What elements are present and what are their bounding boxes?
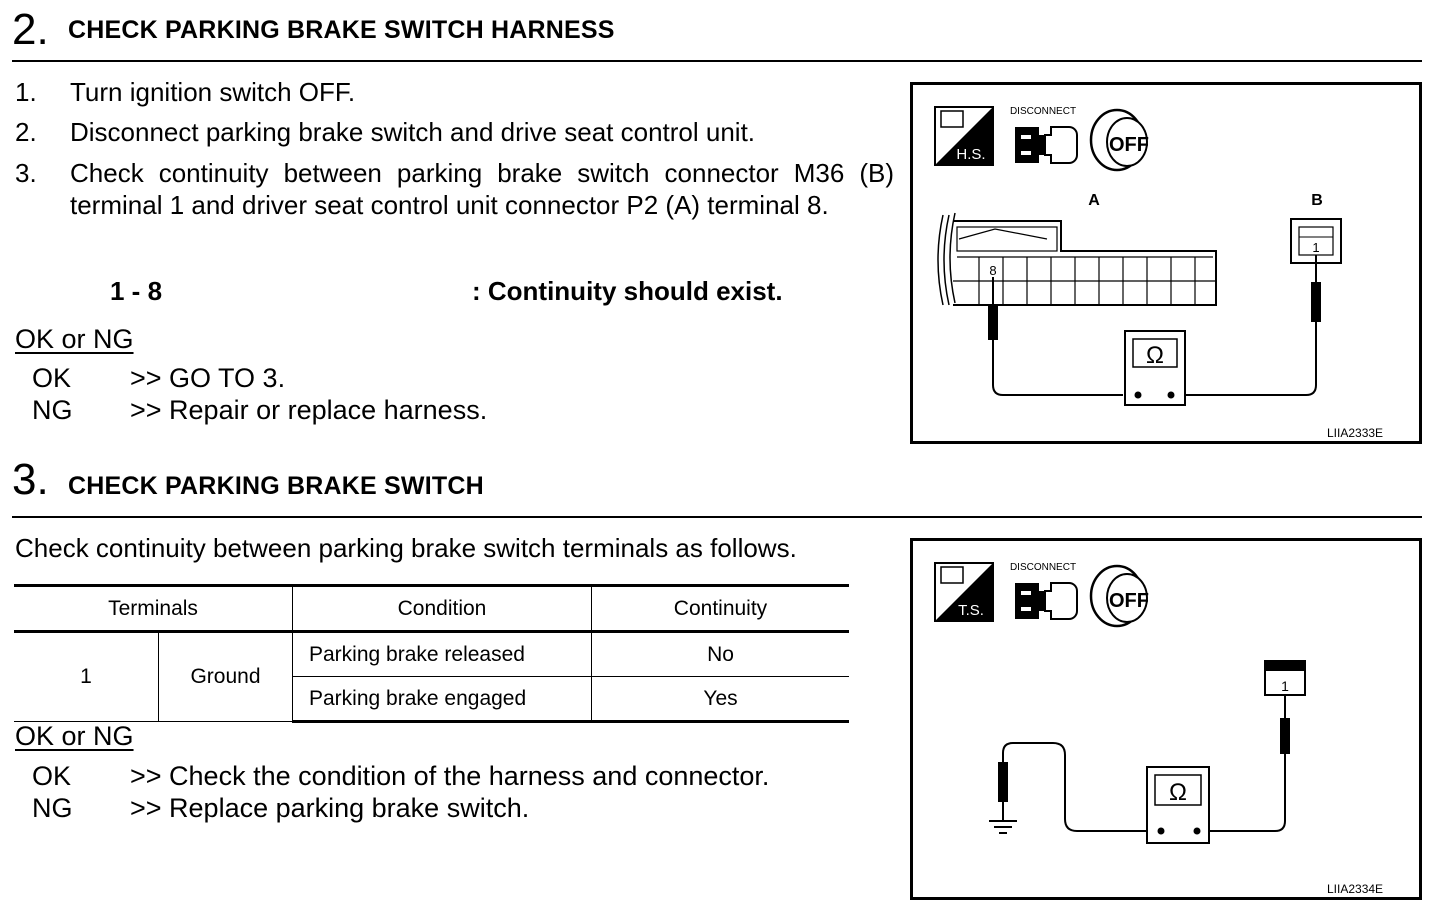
step-2-title: CHECK PARKING BRAKE SWITCH HARNESS: [68, 16, 615, 44]
section-divider: [12, 60, 1422, 62]
harness-check-diagram: [913, 85, 1419, 441]
ground-icon: [989, 821, 1017, 833]
cell-terminal-ground: Ground: [159, 632, 293, 722]
header-continuity: Continuity: [592, 586, 850, 632]
cell-terminal-1: 1: [14, 632, 159, 722]
result-label-ok: OK: [32, 363, 72, 393]
harness-check-figure: [910, 82, 1422, 444]
ohmmeter-icon: [1147, 767, 1209, 843]
step-2-number: 2.: [12, 5, 49, 54]
terminal-a-label: 8: [989, 263, 997, 278]
spec-terminals: 1 - 8: [110, 276, 163, 306]
connector-a-label: A: [1088, 192, 1100, 209]
section-divider: [12, 516, 1422, 518]
instruction-text: Disconnect parking brake switch and drive seat control unit.: [70, 117, 756, 147]
connector-b-label: B: [1311, 192, 1323, 209]
instruction-number: 1.: [15, 77, 37, 107]
ok-ng-heading: OK or NG: [15, 324, 134, 354]
table-row: [14, 632, 849, 677]
switch-check-figure: [910, 538, 1422, 900]
terminal-label: 1: [1281, 678, 1289, 694]
disconnect-icon: [1010, 106, 1077, 163]
step-3-number: 3.: [12, 455, 49, 504]
result-label-ok: OK: [32, 761, 72, 791]
connector-a: [938, 213, 1216, 305]
result-label-ng: NG: [32, 793, 73, 823]
instruction-number: 3.: [15, 158, 37, 188]
probe-wires: [999, 695, 1289, 831]
header-terminals: Terminals: [14, 586, 293, 632]
result-label-ng: NG: [32, 395, 73, 425]
ok-ng-heading: OK or NG: [15, 721, 134, 751]
continuity-table: [14, 584, 849, 723]
header-condition: Condition: [293, 586, 592, 632]
step-3-title: CHECK PARKING BRAKE SWITCH: [68, 472, 484, 500]
off-label: OFF: [1109, 590, 1149, 612]
badge-label: H.S.: [956, 146, 986, 163]
switch-check-diagram: [913, 541, 1419, 897]
result-text-ng: >> Replace parking brake switch.: [130, 793, 530, 823]
cell-condition: Parking brake engaged: [293, 677, 592, 722]
switch-terminal-connector: [1265, 661, 1305, 695]
cell-continuity: Yes: [592, 677, 850, 722]
figure-id: LIIA2334E: [1327, 882, 1384, 896]
spec-result: : Continuity should exist.: [472, 276, 783, 306]
hand-service-badge-icon: [935, 107, 993, 165]
result-text-ng: >> Repair or replace harness.: [130, 395, 488, 425]
test-service-badge-icon: [935, 563, 993, 621]
result-text-ok: >> Check the condition of the harness and connector.: [130, 761, 770, 791]
disconnect-label: DISCONNECT: [1009, 106, 1077, 117]
disconnect-label: DISCONNECT: [1009, 562, 1077, 573]
instruction-text: Turn ignition switch OFF.: [70, 77, 356, 107]
off-label: OFF: [1109, 134, 1149, 156]
ohm-symbol: Ω: [1169, 779, 1187, 806]
cell-condition: Parking brake released: [293, 632, 592, 677]
disconnect-icon: [1010, 562, 1077, 619]
table-header-row: [14, 586, 849, 632]
step-3-intro: Check continuity between parking brake switch terminals as follows.: [15, 533, 797, 563]
figure-id: LIIA2333E: [1327, 426, 1384, 440]
ohm-symbol: Ω: [1146, 342, 1164, 369]
ignition-off-icon: [1091, 566, 1149, 626]
result-text-ok: >> GO TO 3.: [130, 363, 286, 393]
instruction-text: Check continuity between parking brake switch connector M36 (B) terminal 1 and driver seat control unit connector P2 (A) terminal 8.: [70, 158, 894, 220]
ignition-off-icon: [1091, 110, 1149, 170]
instruction-number: 2.: [15, 117, 37, 147]
ohmmeter-icon: [1125, 331, 1185, 405]
terminal-b-label: 1: [1312, 240, 1320, 255]
badge-label: T.S.: [958, 602, 984, 619]
cell-continuity: No: [592, 632, 850, 677]
